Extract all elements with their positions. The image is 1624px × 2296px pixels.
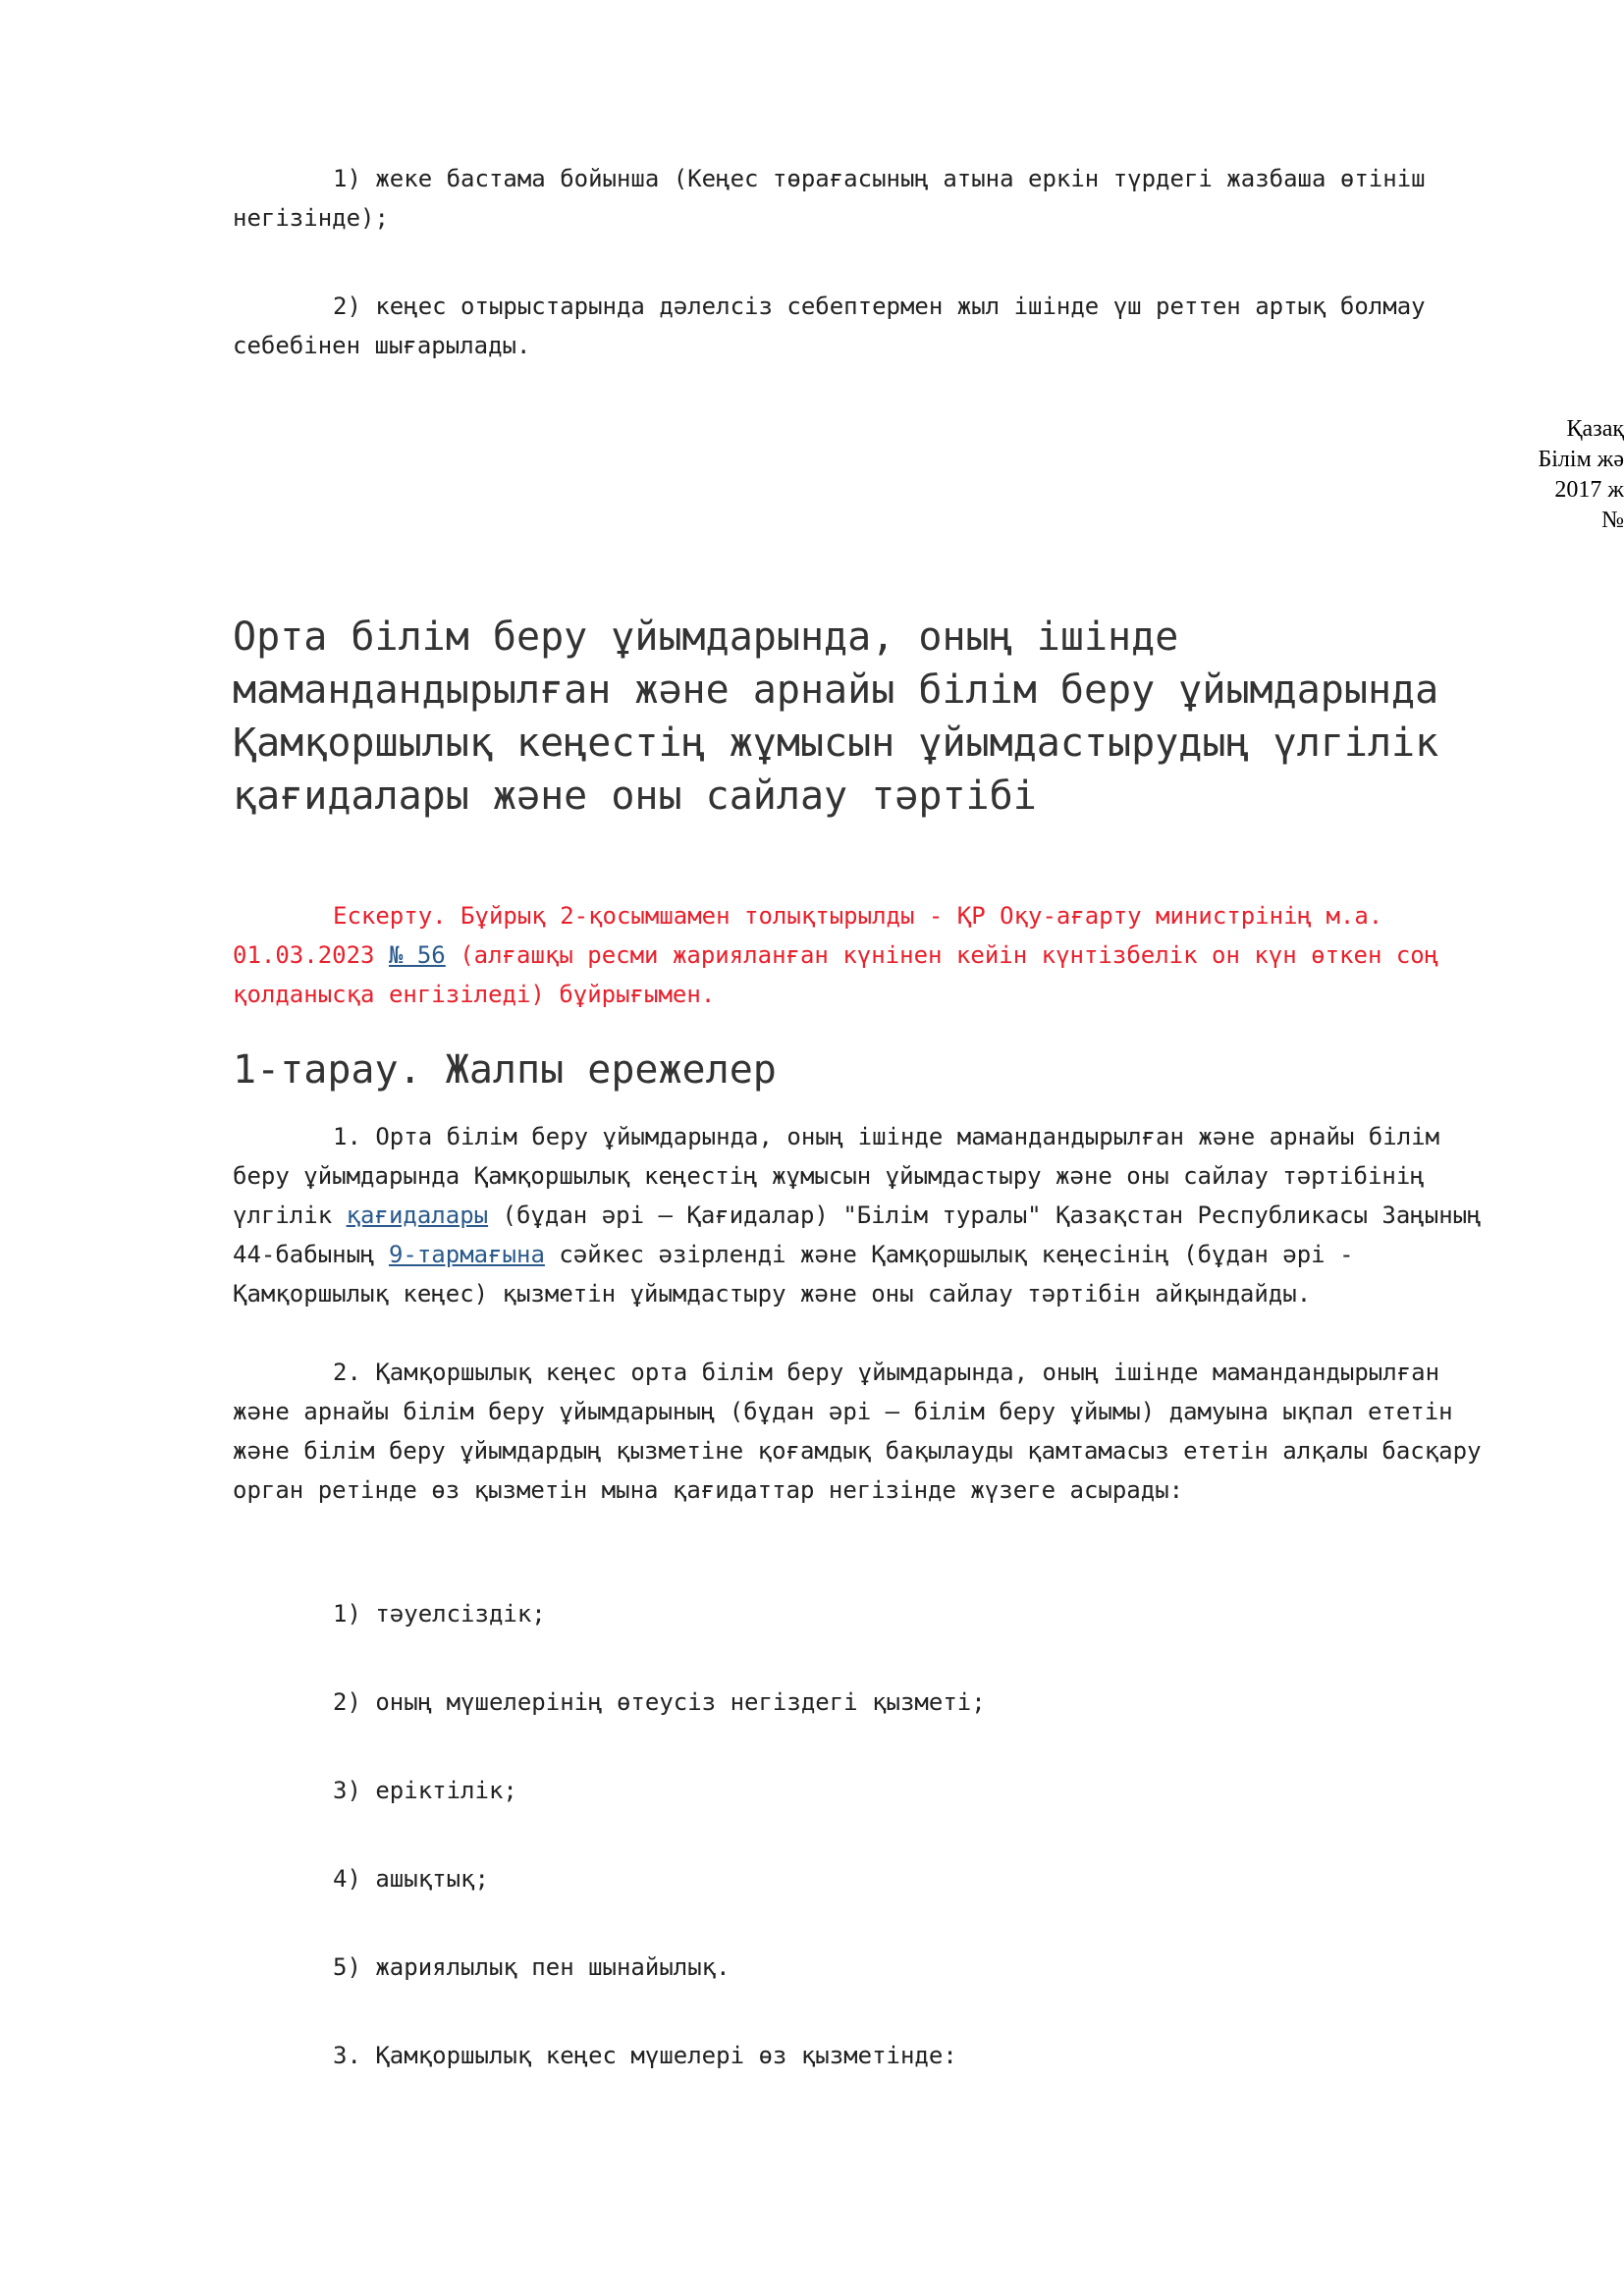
stamp-line-2: Білім жә xyxy=(1538,447,1624,472)
principle-item: 1) тәуелсіздік; xyxy=(333,1600,546,1628)
law-article-link[interactable]: 9-тармағына xyxy=(388,1241,545,1268)
principle-item: 2) оның мүшелерінің өтеусіз негіздегі қызметі; xyxy=(333,1688,986,1716)
principle-item: 3) еріктілік; xyxy=(333,1777,517,1804)
principle-item: 5) жариялылық пен шынайылық. xyxy=(333,1953,731,1981)
clause-text: 1. Орта білім беру ұйымдарында, оның ішінде мамандандырылған және арнайы білім беру ұйымдарында Қамқоршылық кеңестің жұмысын ұйымдастыру және оны сайлау тәртібінің үлгілік xyxy=(233,1123,1440,1229)
note-text-after: (алғашқы ресми жарияланған күнінен кейін күнтізбелік он күн өткен соң қолданысқа енгізіледі) бұйрығымен. xyxy=(233,941,1439,1008)
clause-text: сәйкес әзірленді және Қамқоршылық кеңесінің (бұдан әрі - Қамқоршылық кеңес) қызметін ұйымдастыру және оны сайлау тәртібін айқындайды. xyxy=(233,1241,1354,1308)
clause-text: 2. Қамқоршылық кеңес орта білім беру ұйымдарында, оның ішінде мамандандырылған және арнайы білім беру ұйымдарының (бұдан әрі – білім беру ұйымы) дамуына ықпал ететін және білім беру ұйымдардың қызметіне қоғамдық бақылауды қамтамасыз ететін алқалы басқару орган ретінде өз қызметін мына қағидаттар негізінде жүзеге асырады: xyxy=(233,1359,1482,1504)
stamp-line-1: Қазақ xyxy=(1566,416,1624,442)
paragraph-item-1 xyxy=(233,159,1499,238)
clause-2 xyxy=(233,1353,1499,1510)
stamp-line-4: № xyxy=(1601,507,1624,533)
document-title: Орта білім беру ұйымдарында, оның ішінде мамандандырылған және арнайы білім беру ұйымдарында Қамқоршылық кеңестің жұмысын ұйымдастырудың үлгілік қағидалары және оны сайлау тәртібі xyxy=(233,614,1439,819)
rules-link[interactable]: қағидалары xyxy=(346,1201,489,1229)
clause-text: (бұдан әрі – Қағидалар) "Білім туралы" Қазақстан Республикасы Заңының 44-бабының xyxy=(233,1201,1482,1268)
order-link[interactable]: № 56 xyxy=(388,941,446,969)
chapter-heading: 1-тарау. Жалпы ережелер xyxy=(233,1047,777,1093)
principle-item: 4) ашықтық; xyxy=(333,1865,489,1893)
amendment-note xyxy=(233,896,1509,1014)
clause-3: 3. Қамқоршылық кеңес мүшелері өз қызметінде: xyxy=(333,2042,957,2069)
paragraph-item-2 xyxy=(233,287,1499,365)
paragraph-text: 1) жеке бастама бойынша (Кеңес төрағасының атына еркін түрдегі жазбаша өтініш негізінде); xyxy=(233,165,1426,232)
clause-1 xyxy=(233,1117,1499,1313)
stamp-line-3: 2017 ж xyxy=(1554,477,1624,503)
paragraph-text: 2) кеңес отырыстарында дәлелсіз себептермен жыл ішінде үш реттен артық болмау себебінен шығарылады. xyxy=(233,293,1426,359)
note-text-before: Ескерту. Бұйрық 2-қосымшамен толықтырылды - ҚР Оқу-ағарту министрінің м.а. 01.03.2023 xyxy=(233,902,1383,969)
